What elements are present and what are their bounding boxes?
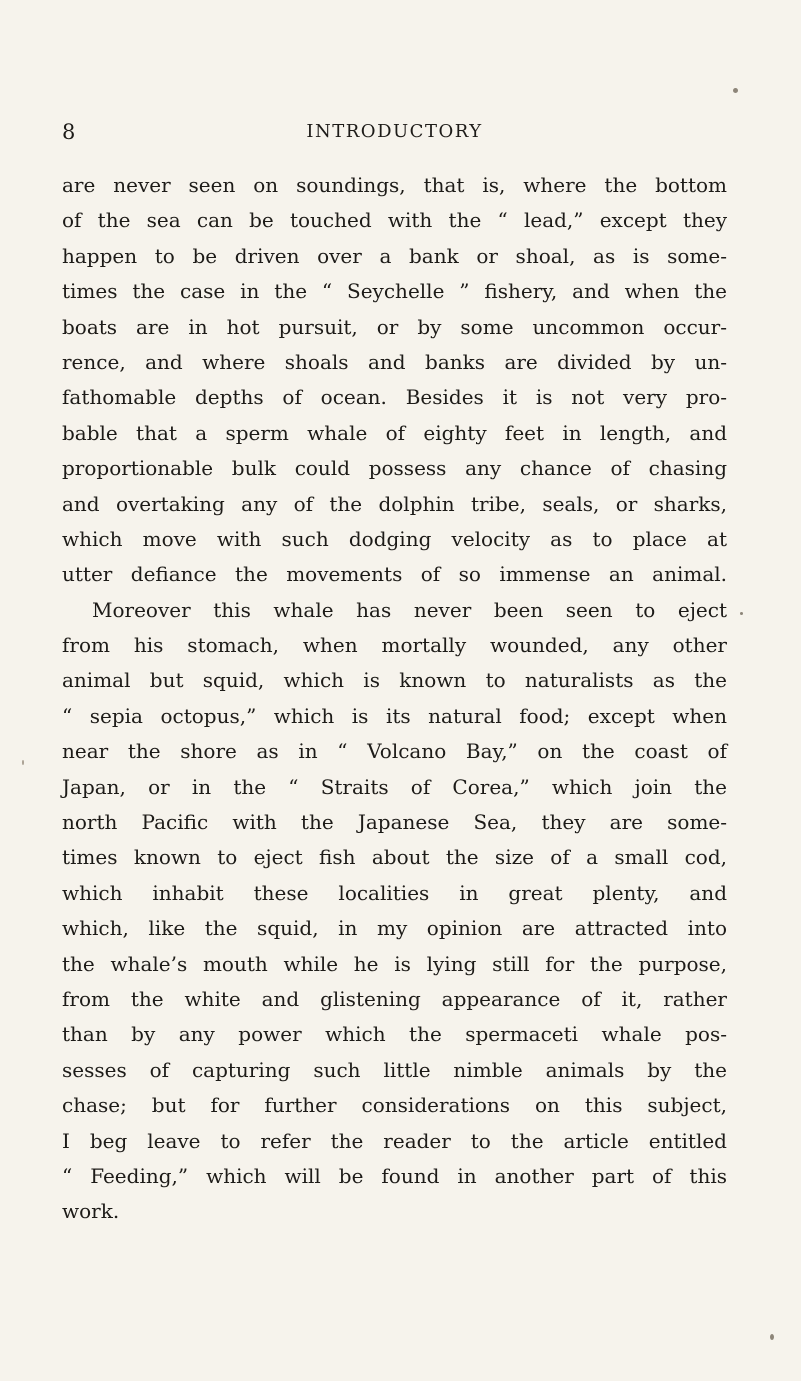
text-line: of the sea can be touched with the “ lead,” except they (62, 208, 727, 233)
text-line: fathomable depths of ocean. Besides it is not very pro- (62, 385, 727, 410)
text-line: proportionable bulk could possess any chance of chasing (62, 456, 727, 481)
text-line: near the shore as in “ Volcano Bay,” on the coast of (62, 739, 727, 764)
paper-speck (740, 612, 743, 615)
text-line: are never seen on soundings, that is, where the bottom (62, 173, 727, 197)
text-line: from his stomach, when mortally wounded, any other (62, 633, 727, 658)
paper-speck (770, 1334, 774, 1340)
text-line: and overtaking any of the dolphin tribe, seals, or sharks, (62, 491, 727, 516)
text-line: Japan, or in the “ Straits of Corea,” which join the (62, 774, 727, 799)
text-line: “ sepia octopus,” which is its natural food; except when (62, 703, 727, 728)
text-line: boats are in hot pursuit, or by some uncommon occur- (62, 314, 727, 339)
text-line: utter defiance the movements of so immense an animal. (62, 562, 727, 587)
text-line: “ Feeding,” which will be found in another part of this (62, 1163, 727, 1188)
paper-speck (733, 88, 738, 93)
text-line: the whale’s mouth while he is lying still for the purpose, (62, 951, 727, 976)
chapter-title: INTRODUCTORY (306, 121, 483, 142)
text-line: animal but squid, which is known to naturalists as the (62, 668, 727, 693)
text-line: bable that a sperm whale of eighty feet in length, and (62, 420, 727, 445)
text-line: which, like the squid, in my opinion are attracted into (62, 916, 727, 941)
paper-speck (22, 760, 24, 765)
text-line: times known to eject fish about the size of a small cod, (62, 845, 727, 870)
text-line: than by any power which the spermaceti whale pos- (62, 1022, 727, 1047)
running-head (62, 117, 727, 147)
text-line: from the white and glistening appearance of it, rather (62, 986, 727, 1011)
text-line-last: work. (62, 1199, 120, 1224)
text-line: chase; but for further considerations on this subject, (62, 1093, 727, 1118)
text-line: rence, and where shoals and banks are divided by un- (62, 349, 727, 374)
text-line: sesses of capturing such little nimble animals by the (62, 1057, 727, 1082)
text-line-paragraph-start: Moreover this whale has never been seen to eject (92, 597, 727, 622)
text-line: which inhabit these localities in great plenty, and (62, 880, 727, 905)
text-line: which move with such dodging velocity as to place at (62, 526, 727, 551)
text-line: happen to be driven over a bank or shoal, as is some- (62, 243, 727, 268)
text-line: I beg leave to refer the reader to the article entitled (62, 1128, 727, 1153)
page-number: 8 (62, 120, 76, 144)
text-line: north Pacific with the Japanese Sea, they are some- (62, 810, 727, 835)
text-line: times the case in the “ Seychelle ” fishery, and when the (62, 279, 727, 304)
body-paragraphs (62, 168, 727, 1230)
